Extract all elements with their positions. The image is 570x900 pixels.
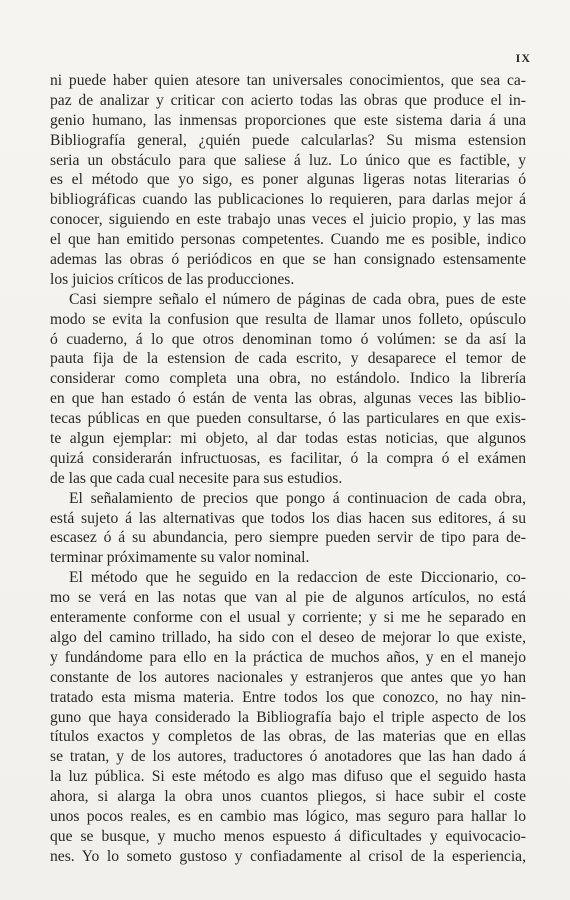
text-line: Casi siempre señalo el número de páginas de cada obra, pues de este: [69, 290, 526, 308]
paragraph: [50, 568, 526, 866]
paragraph: [50, 489, 526, 569]
text-line: es el método que yo sigo, es poner algunas ligeras notas literarias ó: [50, 171, 526, 189]
text-line: está sujeto á las alternativas que todos los dias hacen sus editores, á su: [50, 509, 526, 527]
text-line: constante de los autores nacionales y estranjeros que antes que yo han: [50, 668, 526, 686]
text-line: paz de analizar y criticar con acierto todas las obras que produce el in-: [50, 91, 526, 109]
text-line: algo del camino trillado, ha sido con el deseo de mejorar lo que existe,: [50, 628, 526, 646]
text-line: te algun ejemplar: mi objeto, al dar todas estas noticias, que algunos: [50, 430, 526, 448]
text-line: El método que he seguido en la redaccion de este Diccionario, co-: [69, 569, 526, 587]
text-line: ademas las obras ó periódicos en que se han consignado estensamente: [50, 251, 526, 269]
text-line: en que han estado ó están de venta las obras, algunas veces las biblio-: [50, 390, 526, 408]
text-line: títulos exactos y completos de las obras, de las materias que en ellas: [50, 728, 526, 746]
paragraph: [50, 71, 526, 290]
text-line: genio humano, las inmensas proporciones que este sistema daria á una: [50, 111, 526, 129]
text-line: tecas públicas en que pueden consultarse, ó las particulares en que exis-: [50, 410, 526, 428]
text-line: mo se verá en las notas que van al pie de algunos artículos, no está: [50, 589, 526, 607]
text-line: seria un obstáculo para que saliese á luz. Lo único que es factible, y: [50, 151, 526, 169]
text-line: guno que haya considerado la Bibliografía bajo el triple aspecto de los: [50, 708, 526, 726]
text-line: unos pocos reales, es en cambio mas lógico, mas seguro para hallar lo: [50, 807, 526, 825]
text-line: se tratan, y de los autores, traductores ó anotadores que las han dado á: [50, 748, 526, 766]
text-line: quizá considerarán infructuosas, es facilitar, ó la compra ó el exámen: [50, 449, 526, 467]
text-line: los juicios críticos de las producciones.: [50, 270, 295, 288]
body-text: [50, 71, 526, 867]
text-line: la luz pública. Si este método es algo mas difuso que el seguido hasta: [50, 768, 526, 786]
paragraph: [50, 290, 526, 489]
text-line: nes. Yo lo someto gustoso y confiadamente al crisol de la esperiencia,: [50, 847, 526, 865]
text-line: ahora, si alarga la obra unos cuantos pliegos, si hace subir el coste: [50, 788, 526, 806]
text-line: terminar próximamente su valor nominal.: [50, 549, 310, 567]
text-line: y fundándome para ello en la práctica de muchos años, y en el manejo: [50, 648, 526, 666]
text-line: El señalamiento de precios que pongo á continuacion de cada obra,: [69, 489, 526, 507]
text-line: ó cuaderno, á lo que otros denominan tomo ó volúmen: se da así la: [50, 330, 526, 348]
text-line: Bibliografía general, ¿quién puede calcularlas? Su misma estension: [50, 131, 526, 149]
page-number: IX: [515, 51, 531, 65]
text-line: ni puede haber quien atesore tan universales conocimientos, que sea ca-: [50, 72, 526, 89]
text-line: bibliográficas cuando las publicaciones lo requieren, para darlas mejor á: [50, 191, 526, 209]
text-line: considerar como completa una obra, no estándolo. Indico la librería: [50, 370, 526, 388]
text-line: pauta fija de la estension de cada escrito, y desaparece el temor de: [50, 350, 526, 368]
text-line: que se busque, y mucho menos espuesto á dificultades y equivocacio-: [50, 827, 526, 845]
text-line: escasez ó á su abundancia, pero siempre pueden servir de tipo para de-: [50, 529, 526, 547]
text-line: tratado esta misma materia. Entre todos los que conozco, no hay nin-: [50, 688, 526, 706]
text-line: el que han emitido personas competentes. Cuando me es posible, indico: [50, 231, 526, 249]
text-line: de las que cada cual necesite para sus estudios.: [50, 469, 343, 487]
text-line: modo se evita la confusion que resulta de llamar unos folleto, opúsculo: [50, 310, 526, 328]
text-line: enteramente conforme con el usual y corriente; y si me he separado en: [50, 609, 526, 627]
text-line: conocer, siguiendo en este trabajo unas veces el juicio propio, y las mas: [50, 211, 526, 229]
